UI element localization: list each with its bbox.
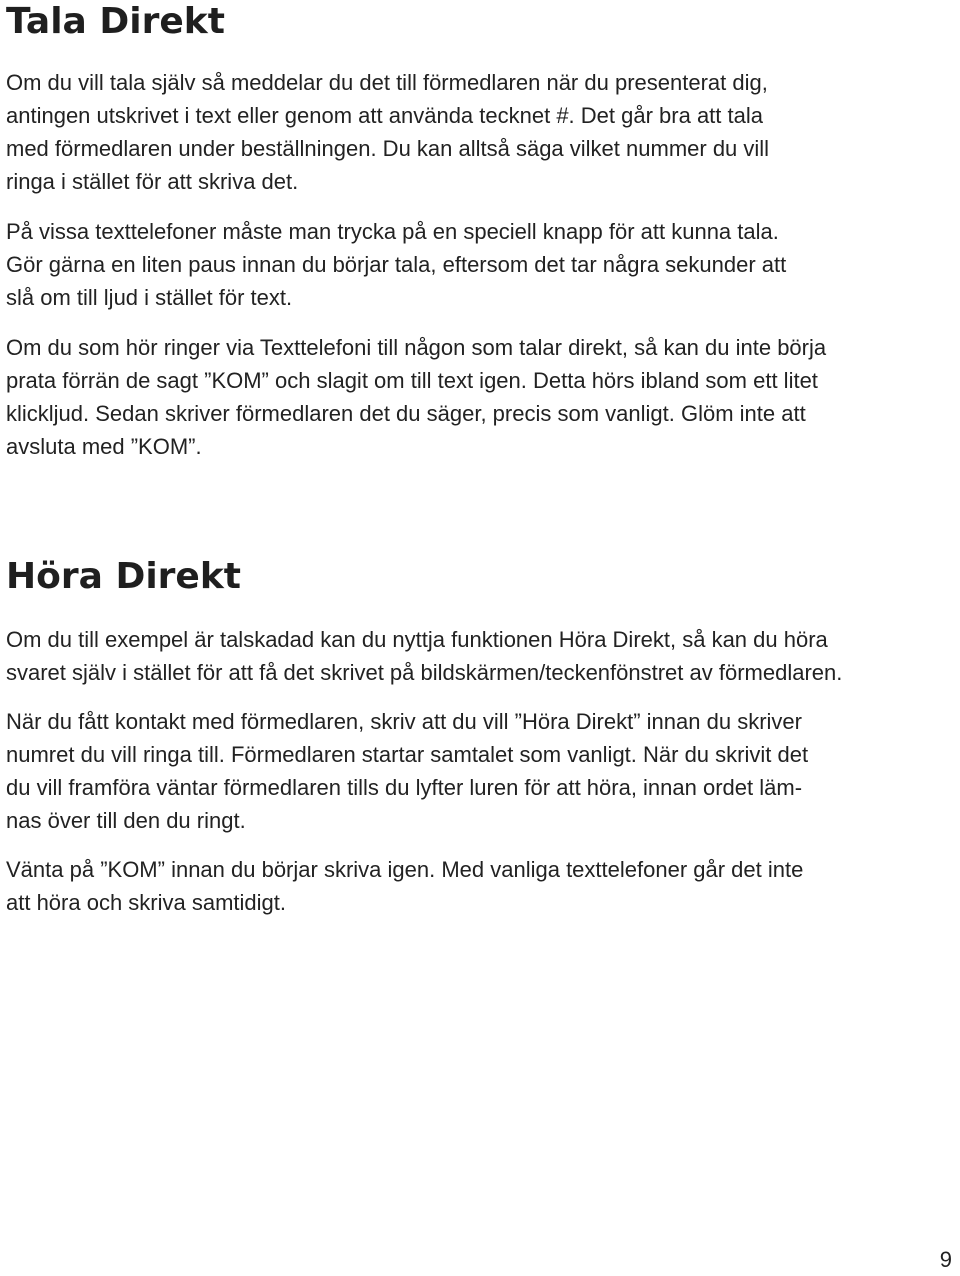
text-line: prata förrän de sagt ”KOM” och slagit om till text igen. Detta hörs ibland som ett litet	[6, 368, 818, 393]
text-line: slå om till ljud i stället för text.	[6, 285, 293, 310]
text-line: När du fått kontakt med förmedlaren, skriv att du vill ”Höra Direkt” innan du skriver	[6, 709, 802, 734]
paragraph	[6, 331, 906, 463]
paragraph	[6, 215, 906, 314]
text-line: Om du vill tala själv så meddelar du det till förmedlaren när du presenterat dig,	[6, 70, 768, 95]
text-line: svaret själv i stället för att få det skrivet på bildskärmen/teckenfönstret av förmedlaren.	[6, 660, 843, 685]
text-line: avsluta med ”KOM”.	[6, 434, 202, 459]
text-line: nas över till den du ringt.	[6, 808, 246, 833]
paragraph	[6, 66, 906, 198]
text-line: med förmedlaren under beställningen. Du kan alltså säga vilket nummer du vill	[6, 136, 770, 161]
text-line: numret du vill ringa till. Förmedlaren startar samtalet som vanligt. När du skrivit det	[6, 742, 809, 767]
paragraph	[6, 853, 906, 919]
text-line: att höra och skriva samtidigt.	[6, 890, 287, 915]
text-line: du vill framföra väntar förmedlaren tills du lyfter luren för att höra, innan ordet läm-	[6, 775, 803, 800]
text-line: ringa i stället för att skriva det.	[6, 169, 299, 194]
text-line: Om du som hör ringer via Texttelefoni till någon som talar direkt, så kan du inte börja	[6, 335, 827, 360]
text-line: Gör gärna en liten paus innan du börjar tala, eftersom det tar några sekunder att	[6, 252, 787, 277]
text-line: antingen utskrivet i text eller genom att använda tecknet #. Det går bra att tala	[6, 103, 763, 128]
section-title-tala-direkt: Tala Direkt	[6, 1, 225, 42]
section-title-hora-direkt: Höra Direkt	[6, 556, 241, 597]
text-line: På vissa texttelefoner måste man trycka på en speciell knapp för att kunna tala.	[6, 219, 779, 244]
text-line: klickljud. Sedan skriver förmedlaren det du säger, precis som vanligt. Glöm inte att	[6, 401, 806, 426]
text-line: Vänta på ”KOM” innan du börjar skriva igen. Med vanliga texttelefoner går det inte	[6, 857, 804, 882]
page-number: 9	[939, 1247, 952, 1272]
paragraph	[6, 705, 906, 837]
paragraph	[6, 623, 906, 689]
text-line: Om du till exempel är talskadad kan du nyttja funktionen Höra Direkt, så kan du höra	[6, 627, 828, 652]
